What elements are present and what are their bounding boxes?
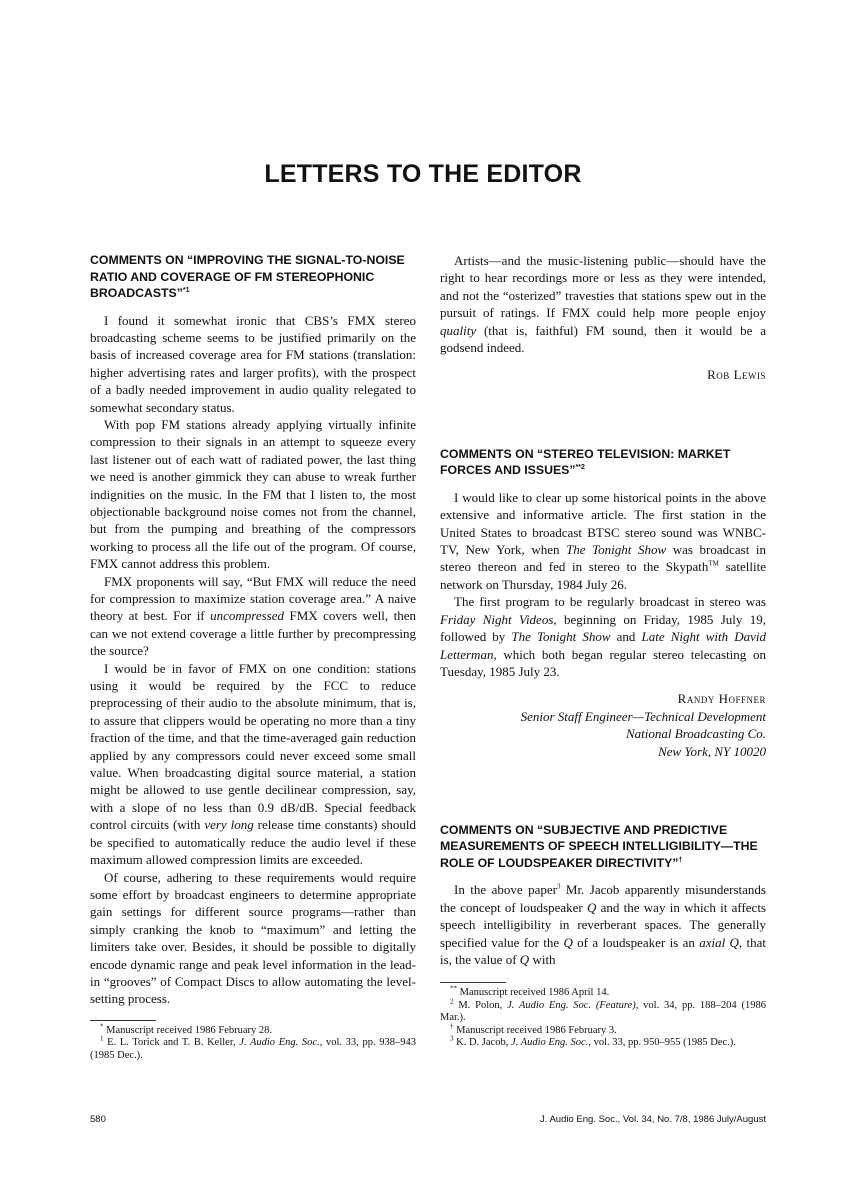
right-column	[440, 252, 766, 1050]
letter2-heading	[440, 446, 766, 479]
text-run: In the above paper	[454, 882, 557, 898]
text-run: and	[610, 629, 642, 645]
footnote-text: M. Polon,	[453, 999, 508, 1011]
text-run: , which both began regular stereo telecasting on Tuesday, 1985 July 23.	[440, 646, 766, 679]
footnote-rule	[90, 1020, 156, 1021]
emphasis: Late Night with David Letterman	[440, 629, 766, 662]
letter1-signature: Rob Lewis	[707, 367, 766, 383]
right-footnotes	[440, 982, 766, 1050]
trademark-mark: TM	[708, 560, 719, 569]
text-run: I would like to clear up some historical points in the above extensive and informative article. The first station in the United States to broadcast BTSC stereo sound was WNBC-TV, New York, when	[440, 489, 766, 558]
text-run: with	[529, 952, 556, 968]
letter2-signature-block	[440, 690, 766, 760]
letter2-heading-mark: **2	[575, 464, 585, 472]
letter1-paragraph-1: I found it somewhat ironic that CBS’s FMX stereo broadcasting scheme seems to be justified primarily on the basis of increased coverage area for FM stations (translation: higher advertising rates and larger profits), with the prospect of a badly needed improvement in audio quality relegated to somewhat secondary status.	[90, 312, 416, 415]
text-run: was broadcast in stereo thereon and fed in stereo to the Skypath	[440, 542, 767, 575]
footnote-text: K. D. Jacob,	[453, 1037, 511, 1049]
text-run: FMX covers well, then can we not extend coverage a little further by precompressing the source?	[90, 608, 416, 659]
emphasis: Friday Night Videos	[440, 611, 554, 627]
text-run: release time constants) should be specified to automatically reduce the audio level if these maximum allowed compression limits are exceeded.	[90, 817, 417, 868]
footnote-mark: **	[450, 984, 457, 993]
footnote-text: Manuscript received 1986 February 3.	[453, 1024, 617, 1036]
emphasis: uncompressed	[210, 608, 285, 624]
footnote-reference-2	[440, 997, 767, 1025]
letter1-paragraph-5: Of course, adhering to these requirements would require some effort by broadcast engineers to determine appropriate gain settings for different source programs—rather than simply cranking the knob to “maximum” and letting the limiters take over. Besides, it should be possible to digitally encode dynamic range and peak level information in the lead-in “grooves” of Compact Discs to allow automating the level-setting process.	[90, 869, 416, 1007]
text-run: I would be in favor of FMX on one condition: stations using it would be required by the FCC to reduce preprocessing of their audio to the absolute minimum, that is, to assure that clippers would be operating no more than a tiny fraction of the time, and that the time-averaged gain reduction applied by any compressors could never exceed some small value. When broadcasting digital source material, a station might be allowed to use gentle decilinear compression, say, with a slope of no less than 0.9 dB/dB. Special feedback control circuits (with	[90, 660, 416, 833]
text-run: , beginning on Friday, 1985 July 19, followed by	[440, 611, 766, 645]
footnote-text: , vol. 33, pp. 950–955 (1985 Dec.).	[588, 1037, 736, 1049]
letter1-heading-mark: *1	[182, 286, 190, 294]
footnote-text: Manuscript received 1986 April 14.	[457, 987, 610, 999]
emphasis: The Tonight Show	[566, 542, 667, 558]
letter1-heading	[90, 252, 416, 302]
text-run: of a loudspeaker is an	[572, 934, 700, 950]
emphasis: Q	[519, 952, 530, 968]
text-run: (that is, faithful) FM sound, then it would be a godsend indeed.	[440, 322, 766, 356]
letter2-signature-org: National Broadcasting Co.	[626, 726, 766, 742]
footnote-mark: 3	[450, 1034, 454, 1043]
text-run: Artists—and the music-listening public—should have the right to hear recordings more or less as they were intended, and not the “osterized” travesties that stations spew out in the pursuit of ratings. If FMX could help more people enjoy	[440, 253, 766, 321]
footnote-text: E. L. Torick and T. B. Keller,	[103, 1037, 240, 1049]
footnote-reference-1	[90, 1034, 416, 1062]
letter2-signature-name: Randy Hoffner	[677, 691, 766, 707]
emphasis: The Tonight Show	[511, 629, 611, 645]
letter1-paragraph-4	[90, 660, 416, 869]
footnote-rule	[440, 982, 506, 983]
letter3-paragraph-1	[440, 881, 766, 968]
letter2-paragraph-1	[440, 489, 766, 593]
footnote-text: Manuscript received 1986 February 28.	[103, 1024, 273, 1036]
footnote-manuscript-3	[440, 1022, 766, 1038]
text-run: , that is, the value of	[440, 934, 766, 968]
emphasis: Q	[563, 934, 573, 950]
footnote-manuscript-1	[90, 1022, 416, 1038]
footnote-journal: J. Audio Eng. Soc.	[239, 1037, 320, 1049]
footnote-text: , vol. 34, pp. 188–204 (1986 Mar.).	[440, 999, 767, 1024]
letter2-heading-text: COMMENTS ON “STEREO TELEVISION: MARKET FORCES AND ISSUES”	[440, 446, 731, 478]
page-title: LETTERS TO THE EDITOR	[264, 160, 582, 188]
journal-citation: J. Audio Eng. Soc., Vol. 34, No. 7/8, 1986 July/August	[539, 1114, 766, 1125]
footnote-journal: J. Audio Eng. Soc.	[510, 1037, 589, 1049]
footnote-mark: 2	[450, 997, 454, 1006]
footnote-mark: 1	[100, 1034, 104, 1043]
letter3-heading-mark: †	[678, 856, 683, 864]
text-run: Mr. Jacob apparently misunderstands the concept of loudspeaker	[440, 882, 766, 915]
text-run: FMX proponents will say, “But FMX will reduce the need for compression to maximize station coverage area.” A naive theory at best. For if	[90, 573, 416, 624]
reference-mark: 3	[556, 883, 561, 892]
letter3-heading-text: COMMENTS ON “SUBJECTIVE AND PREDICTIVE MEASUREMENTS OF SPEECH INTELLIGIBILITY—THE ROLE OF LOUDSPEAKER DIRECTIVITY”	[440, 822, 758, 870]
letter1-paragraph-2: With pop FM stations already applying virtually infinite compression to their signals in an attempt to squeeze every last listener out of each watt of radiated power, the last thing we need is another gimmick they can abuse to wreak further indignities on the music. In the FM that I listen to, the most objectionable background noise comes not from the channel, but from the pumping and breathing of the compressors working to process all the life out of the program. Of course, FMX cannot address this problem.	[90, 416, 416, 572]
left-footnotes	[90, 1020, 416, 1063]
page-number: 580	[90, 1114, 106, 1125]
emphasis: very long	[204, 817, 254, 833]
footnote-journal: J. Audio Eng. Soc. (Feature)	[507, 999, 636, 1011]
text-run: satellite network on Thursday, 1984 July 26.	[440, 559, 766, 592]
emphasis: quality	[440, 322, 477, 338]
emphasis: axial Q	[699, 934, 739, 950]
footnote-mark: *	[100, 1022, 104, 1031]
text-run: and the way in which it affects speech intelligibility in reverberant spaces. The generally specified value for the	[440, 899, 766, 950]
footnote-reference-3	[440, 1034, 766, 1050]
letter3-heading	[440, 822, 766, 872]
footnote-text: , vol. 33, pp. 938–943 (1985 Dec.).	[90, 1037, 416, 1061]
emphasis: Q	[586, 899, 597, 915]
letter2-signature-title: Senior Staff Engineer—Technical Development	[520, 708, 766, 724]
text-run: The first program to be regularly broadcast in stereo was	[454, 594, 766, 610]
letter1-heading-text: COMMENTS ON “IMPROVING THE SIGNAL-TO-NOISE RATIO AND COVERAGE OF FM STEREOPHONIC BROADCASTS”	[90, 253, 405, 300]
letter1-paragraph-3	[90, 573, 416, 660]
letter2-paragraph-2	[440, 593, 766, 680]
letter2-signature-city: New York, NY 10020	[658, 743, 766, 759]
letter1-paragraph-6	[440, 252, 766, 356]
footnote-manuscript-2	[440, 984, 766, 1000]
footnote-mark: †	[450, 1022, 454, 1031]
left-column	[90, 252, 416, 1062]
